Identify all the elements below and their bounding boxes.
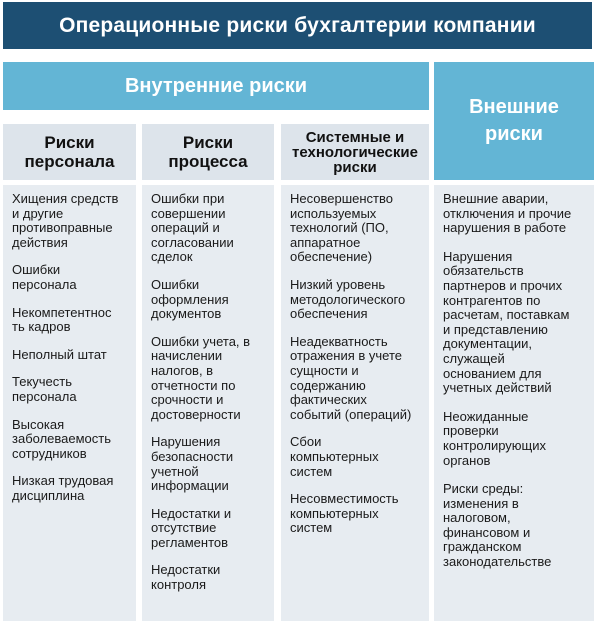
list-item: Несовершенство используемых технологий (ПО, аппаратное обеспечение) (290, 191, 393, 265)
list-item: Нарушения обязательств партнеров и прочих контрагентов по расчетам, поставкам и представлению документации, служащей основанием для учетных действий (443, 248, 570, 396)
list-item: Риски среды: изменения в налоговом, финансовом и гражданском законодательстве (443, 481, 552, 570)
list-item: Низкая трудовая дисциплина (12, 473, 114, 503)
external-risks-header: Внешние риски (434, 62, 594, 180)
list-item: Низкий уровень методологического обеспечения (290, 276, 406, 322)
list-item: Неожиданные проверки контролирующих органов (443, 408, 547, 468)
list-item: Высокая заболеваемость сотрудников (12, 416, 112, 461)
page-title: Операционные риски бухгалтерии компании (3, 2, 592, 49)
list-item: Некомпетентнос ть кадров (12, 304, 112, 335)
system-tech-risks-list (281, 185, 429, 621)
list-item: Недостатки и отсутствие регламентов (151, 505, 232, 550)
external-risks-list (434, 185, 594, 621)
system-tech-risks-header: Системные и технологические риски (281, 124, 429, 180)
list-item: Несовместимость компьютерных систем (290, 491, 399, 536)
list-item: Внешние аварии, отключения и прочие нарушения в работе (443, 191, 572, 236)
list-item: Неадекватность отражения в учете сущности и содержанию фактических событий (операций) (290, 333, 412, 422)
list-item: Ошибки персонала (12, 262, 77, 292)
list-item: Неполный штат (12, 346, 107, 362)
process-risks-header: Риски процесса (142, 124, 274, 180)
personnel-risks-list (3, 185, 136, 621)
list-item: Ошибки оформления документов (151, 276, 229, 322)
list-item: Хищения средств и другие противоправные действия (12, 191, 119, 250)
list-item: Ошибки учета, в начислении налогов, в отчетности по срочности и достоверности (151, 333, 251, 422)
internal-risks-header: Внутренние риски (3, 62, 429, 110)
list-item: Текучесть персонала (12, 374, 77, 404)
list-item: Нарушения безопасности учетной информации (151, 434, 234, 494)
personnel-risks-header: Риски персонала (3, 124, 136, 180)
list-item: Ошибки при совершении операций и согласовании сделок (151, 191, 234, 265)
list-item: Сбои компьютерных систем (290, 434, 379, 479)
process-risks-list (142, 185, 274, 621)
list-item: Недостатки контроля (151, 562, 221, 593)
